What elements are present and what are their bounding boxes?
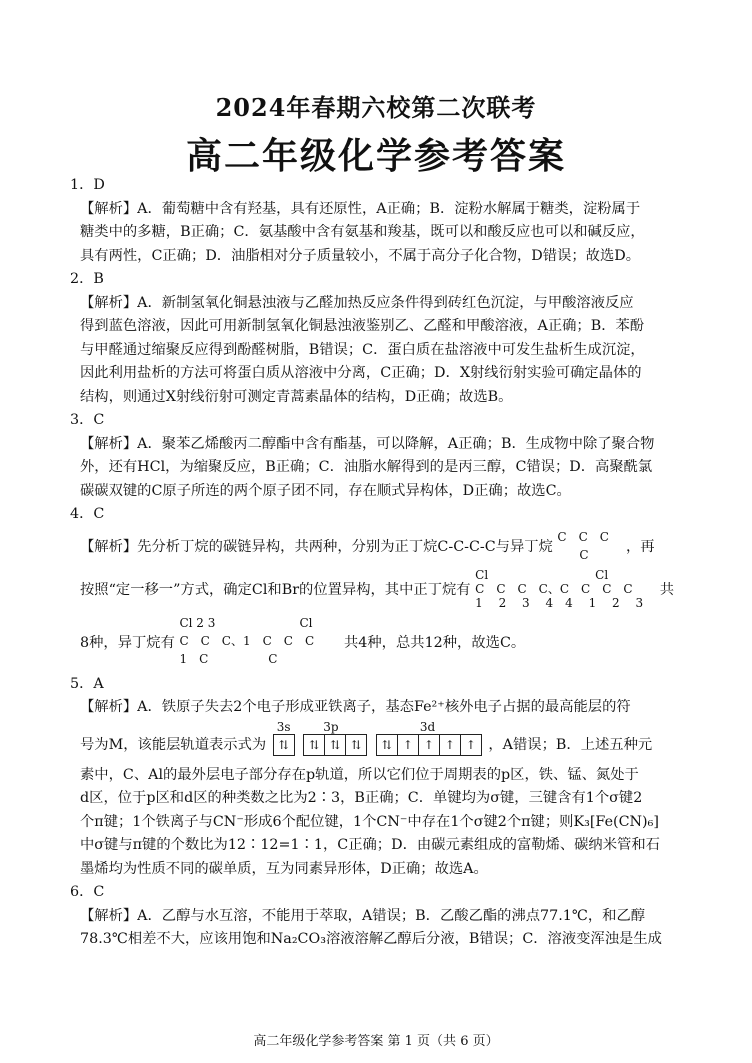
orbital-box: ⇅ xyxy=(351,737,362,752)
page-footer: 高二年级化学参考答案 第 1 页（共 6 页） xyxy=(253,1034,499,1049)
orbital-box: ⇅ xyxy=(325,735,346,755)
answer-4: 4．C xyxy=(70,506,105,522)
answer-6: 6．C xyxy=(70,884,105,900)
explanation-6: 【解析】A．乙醇与水互溶，不能用于萃取，A错误；B．乙酸乙酯的沸点77.1℃，和乙醇 78.3℃相差不大，应该用饱和Na₂CO₃溶液溶解乙醇后分液，B错误；C．溶液变浑浊是生成 xyxy=(80,907,662,947)
exam-title: 2024年春期六校第二次联考 xyxy=(215,93,537,122)
answer-content xyxy=(68,174,688,952)
orbital-box: ↑ xyxy=(398,735,419,755)
orbital-box: ↑ xyxy=(465,737,476,752)
explanation-2: 【解析】A．新制氢氧化铜悬浊液与乙醛加热反应条件得到砖红色沉淀，与甲酸溶液反应 得到蓝色溶液，因此可用新制氢氧化铜悬浊液鉴别乙、乙醛和甲酸溶液，A正确；B．苯酚 与甲醛通过缩聚反应得到酚醛树脂，B错误；C．蛋白质在盐溶液中可发生盐析生成沉淀， 因此利用盐析的方法可将蛋白质从溶液中分离，C正确；D．X射线衍射实验可确定晶体的 结构，则通过X射线衍射可测定青蒿素晶体的结构，D正确；故选B。 xyxy=(80,294,645,405)
orbital-box: ↑ xyxy=(419,735,440,755)
orbital-3d: 3d ⇅ ↑ ↑ ↑ ↑ xyxy=(376,720,482,770)
answer-3: 3．C xyxy=(70,412,105,428)
isobutane-isomers: Cl 2 3 Cl C C C、1 C C C 1 C C xyxy=(179,615,315,666)
explanation-5: 【解析】A．铁原子失去2个电子形成亚铁离子，基态Fe²⁺核外电子占据的最高能层的符 号为M，该能层轨道表示式为 3s ⇅ 3p ⇅ ⇅ ⇅ 3d ⇅ ↑ ↑ ↑ ↑ ，A错误；B．上述五种元 素中，C、Al的最外层电子部分存在p轨道，所以它们位于周期表的p区，铁、锰、氮处于 d区，位于p区和d区的种类数之比为2∶3，B正确；C．单键均为σ键，三键含有1个σ键2 个π键；1个铁离子与CN⁻形成6个配位键，1个CN⁻中存在1个σ键2个π键；则K₃[Fe(CN)₆] 中σ键与π键的个数比为12∶12=1∶1，C正确；D．由碳元素组成的富勒烯、碳纳米管和石 墨烯均为性质不同的碳单质，互为同素异形体，D正确；故选A。 xyxy=(80,699,660,877)
answer-2: 2．B xyxy=(70,271,104,287)
orbital-box: ↑ xyxy=(440,735,461,755)
explanation-1: 【解析】A．葡萄糖中含有羟基，具有还原性，A正确；B．淀粉水解属于糖类，淀粉属于 糖类中的多糖，B正确；C．氨基酸中含有氨基和羧基，既可以和酸反应也可以和碱反应， 具有两性，C正确；D．油脂相对分子质量较小，不属于高分子化合物，D错误；故选D。 xyxy=(80,200,645,264)
isobutane-structure: C C C C xyxy=(557,529,609,562)
orbital-3p: 3p ⇅ ⇅ ⇅ xyxy=(303,720,367,770)
answer-1: 1．D xyxy=(70,177,105,193)
answer-5: 5．A xyxy=(70,675,104,692)
orbital-box: ⇅ xyxy=(304,735,325,755)
explanation-4: 【解析】先分析丁烷的碳链异构，共两种，分别为正丁烷C-C-C-C与异丁烷 C C C C ，再 按照“定一移一”方式，确定Cl和Br的位置异构，其中正丁烷有 Cl Cl C C C C、C C C C 1 2 3 4 4 1 2 3 共 8种，异丁烷有 Cl 2 3 Cl C C C、1 C C C 1 C C 共4种，总共12种，故选C。 xyxy=(68,527,688,673)
explanation-3: 【解析】A．聚苯乙烯酸丙二醇酯中含有酯基，可以降解，A正确；B．生成物中除了聚合物 外，还有HCl，为缩聚反应，B正确；C．油脂水解得到的是丙三醇，C错误；D．高聚酰氯 碳碳双键的C原子所连的两个原子团不同，存在顺式异构体，D正确；故选C。 xyxy=(80,435,655,499)
orbital-box: ⇅ xyxy=(278,737,289,752)
n-butane-isomers: Cl Cl C C C C、C C C C 1 2 3 4 4 1 2 3 xyxy=(475,567,644,610)
orbital-3s: 3s ⇅ xyxy=(273,720,295,770)
orbital-box: ⇅ xyxy=(377,735,398,755)
page-title: 高二年级化学参考答案 xyxy=(185,135,566,177)
